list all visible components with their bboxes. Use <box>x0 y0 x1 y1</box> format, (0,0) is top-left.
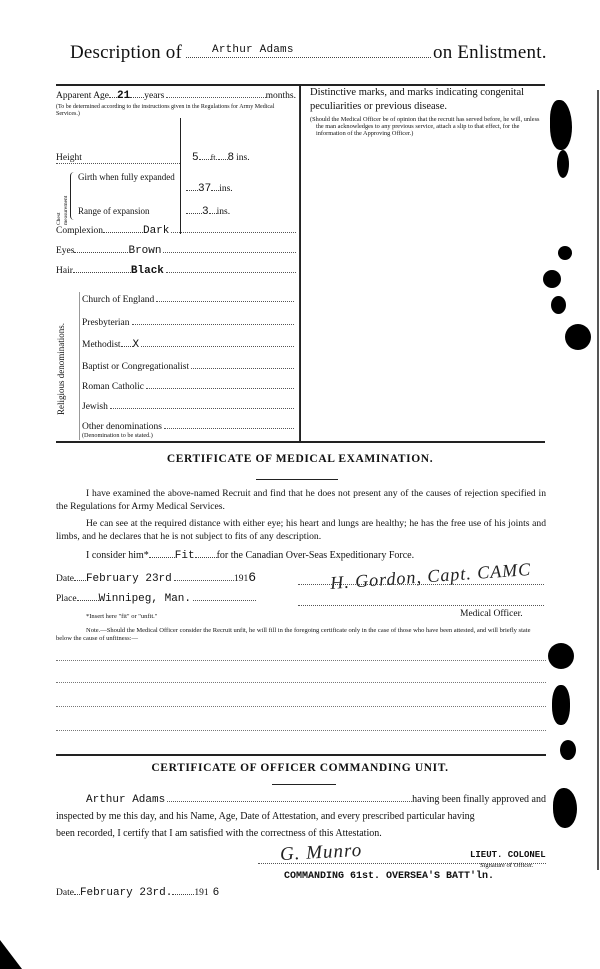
cause-line-3 <box>56 706 546 707</box>
officer-para-3: been recorded, I certify that I am satisfied with the correctness of this Attestation. <box>56 828 382 839</box>
consider-row: I consider him* Fit for the Canadian Over-Seas Expeditionary Force. <box>86 550 415 562</box>
left-panel-right-edge <box>299 86 300 443</box>
insert-note: *Insert here "fit" or "unfit." <box>86 613 158 620</box>
methodist-mark: X <box>132 339 140 351</box>
officer-para-2: inspected by me this day, and his Name, Age, Date of Attestation, and every prescribed particular having <box>56 811 475 822</box>
document-title <box>70 42 550 64</box>
scan-blot <box>565 324 591 350</box>
chest-side-label: Chest measurement <box>56 195 69 225</box>
religion-other: Other denominations <box>82 421 294 432</box>
religion-jewish: Jewish <box>82 401 294 412</box>
title-prefix: Description of <box>70 42 183 63</box>
cause-line-2 <box>56 682 546 683</box>
height-feet: 5 <box>192 152 199 164</box>
cause-line-1 <box>56 660 546 661</box>
medical-para-2: He can see at the required distance with either eye; his heart and lungs are healthy; he has the free use of his joints and limbs, and he declares that he is not subject to fits of any description. <box>56 518 546 542</box>
fitness-value: Fit <box>174 550 195 562</box>
other-denom-note: (Denomination to be stated.) <box>82 432 153 439</box>
girth-row: 37 ins. <box>186 183 286 195</box>
officer-date-value: February 23rd. <box>79 887 173 899</box>
apparent-age-row: Apparent Age 21 years months. <box>56 90 296 102</box>
religion-church-of-england: Church of England <box>82 294 294 305</box>
title-name-field <box>186 42 431 58</box>
eyes-value: Brown <box>128 245 162 257</box>
height-row: Height 5 ft. 8 ins. <box>56 152 250 164</box>
distinctive-marks-note: (Should the Medical Officer be of opinion that the recruit has served before, he will, unless the man acknowledges to any previous service, attach a slip to that effect, for the information of the Approving Officer.) <box>310 116 540 137</box>
officer-name-row: Arthur Adams having been finally approved and <box>86 794 546 806</box>
scan-corner-shadow <box>0 940 22 969</box>
officer-signature: G. Munro <box>279 839 363 866</box>
complexion-row: Complexion Dark <box>56 225 296 237</box>
hair-row: Hair Black <box>56 265 296 277</box>
officer-signature-caption: Signature of Officer. <box>480 862 534 869</box>
medical-place-value: Winnipeg, Man. <box>98 593 191 605</box>
complexion-value: Dark <box>142 225 170 237</box>
section-rule-1 <box>56 441 545 443</box>
scan-right-edge <box>597 90 599 870</box>
column-divider <box>300 86 301 443</box>
scan-blot <box>557 150 569 178</box>
religion-presbyterian: Presbyterian <box>82 317 294 328</box>
medical-certificate-title: CERTIFICATE OF MEDICAL EXAMINATION. <box>166 453 434 465</box>
unit-stamp: COMMANDING 61st. OVERSEA'S BATT'ln. <box>284 871 495 882</box>
scan-blot <box>543 270 561 288</box>
officer-certificate-title: CERTIFICATE OF OFFICER COMMANDING UNIT. <box>151 762 449 774</box>
scan-blot <box>548 643 574 669</box>
medical-title-rule <box>256 479 338 480</box>
scan-blot <box>560 740 576 760</box>
recruit-name: Arthur Adams <box>212 44 294 56</box>
religion-baptist: Baptist or Congregationalist <box>82 361 294 372</box>
range-row: Range of expansion 3 ins. <box>78 206 231 218</box>
religion-methodist: Methodist X <box>82 339 294 351</box>
medical-date-row: Date February 23rd 191 6 <box>56 570 256 585</box>
rank-stamp: LIEUT. COLONEL <box>470 850 546 860</box>
girth-label: Girth when fully expanded <box>78 172 175 182</box>
height-inches: 8 <box>227 152 235 164</box>
age-value: 21 <box>117 90 131 102</box>
religion-side-label: Religious denominations. <box>56 323 66 415</box>
cause-line-4 <box>56 730 546 731</box>
medical-officer-title: Medical Officer. <box>460 609 523 619</box>
chest-bracket <box>70 172 76 220</box>
religion-bracket <box>79 292 80 440</box>
religion-roman-catholic: Roman Catholic <box>82 381 294 392</box>
medical-para-1: I have examined the above-named Recruit and find that he does not present any of the causes of rejection specified in the Regulations for Army Medical Services. <box>56 488 546 512</box>
hair-value: Black <box>130 265 164 277</box>
medical-date-value: February 23rd <box>85 573 172 585</box>
section-rule-2 <box>56 754 546 756</box>
scan-blot <box>551 296 566 314</box>
scan-blot <box>550 100 572 150</box>
medical-place-row: Place Winnipeg, Man. <box>56 593 256 605</box>
officer-title-rule <box>272 784 336 785</box>
medical-signature-line-2 <box>298 605 544 606</box>
title-suffix: on Enlistment. <box>433 42 547 63</box>
scan-blot <box>553 788 577 828</box>
scan-blot <box>552 685 570 725</box>
age-note: (To be determined according to the instructions given in the Regulations for Army Medical Services.) <box>56 104 275 117</box>
medical-officer-signature: H. Gordon, Capt. CAMC <box>329 559 532 593</box>
girth-value: 37 <box>198 183 212 195</box>
medical-footnote: Note.—Should the Medical Officer consider the Recruit unfit, he will fill in the foregoing certificate only in the case of those who have been attested, and will briefly state below the cause of unfitness:— <box>56 627 531 642</box>
distinctive-marks-heading: Distinctive marks, and marks indicating congenital peculiarities or previous disease. <box>310 87 525 112</box>
range-value: 3 <box>202 206 209 218</box>
eyes-row: Eyes Brown <box>56 245 296 257</box>
officer-date-row: Date February 23rd. 191 6 <box>56 887 220 899</box>
scan-blot <box>558 246 572 260</box>
officer-cert-recruit-name: Arthur Adams <box>86 794 166 806</box>
